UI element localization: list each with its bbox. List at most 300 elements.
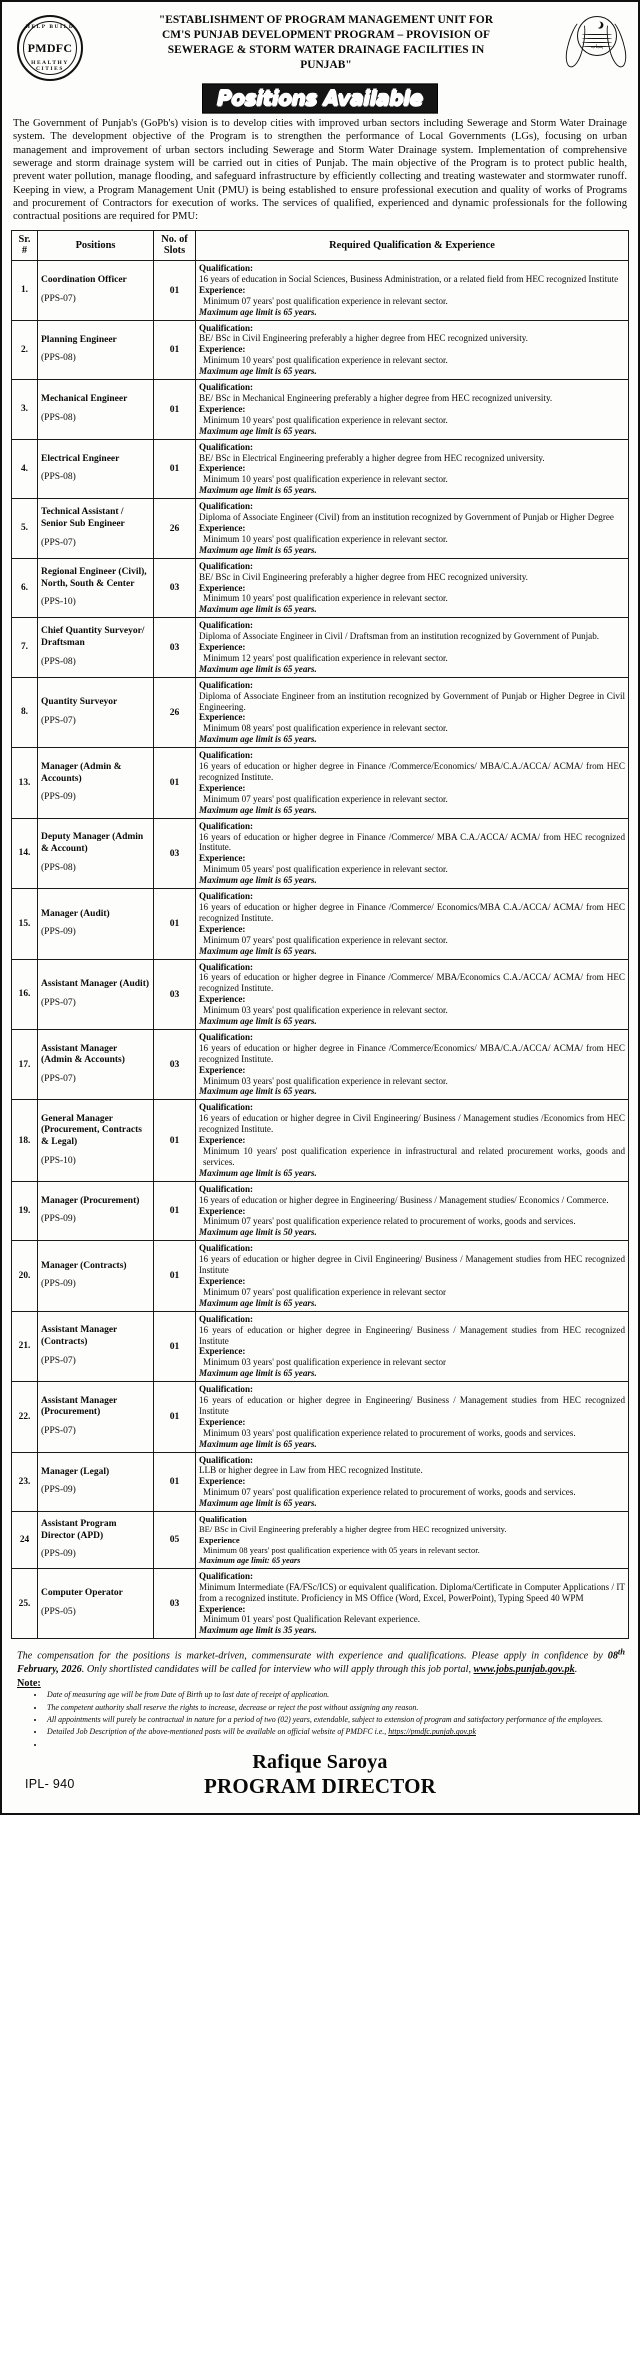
row-requirements [196, 1452, 629, 1512]
seal-arc-bottom-text: HEALTHY CITIES [31, 60, 69, 72]
qualification-label: Qualification: [199, 961, 254, 972]
position-title: Mechanical Engineer [41, 394, 128, 405]
row-slot-count [154, 677, 196, 747]
age-limit-text: Maximum age limit is 65 years. [199, 425, 317, 436]
age-limit-text: Maximum age limit is 65 years. [199, 544, 317, 555]
column-header-slots-line2: Slots [163, 245, 186, 257]
row-serial-number [12, 959, 38, 1029]
qualification-text: 16 years of education or higher degree in Finance /Commerce/ Economics/MBA C.A./ACCA/ ACMA/ from HEC recognized Institute. [199, 901, 625, 923]
position-title: Manager (Legal) [41, 1466, 110, 1477]
column-header-slots-line1: No. of [161, 233, 188, 245]
position-pay-scale: (PPS-09) [41, 1279, 76, 1290]
experience-text: Minimum 10 years' post qualification experience in relevant sector. [203, 593, 448, 604]
position-pay-scale: (PPS-07) [41, 715, 76, 726]
pmdfc-website-link[interactable]: https://pmdfc.punjab.gov.pk [388, 1727, 476, 1737]
serial-value: 7. [20, 642, 29, 653]
note-text: Detailed Job Description of the above-mentioned posts will be available on official website of PMDFC i.e., [47, 1727, 389, 1737]
compensation-text-mid: . Only shortlisted candidates will be called for interview who will apply through this job portal, [81, 1663, 474, 1675]
age-limit-text: Maximum age limit is 65 years. [199, 1438, 317, 1449]
experience-text: Minimum 07 years' post qualification experience related to procurement of works, goods and services. [203, 1487, 576, 1498]
slot-value: 01 [169, 1135, 180, 1147]
row-requirements [196, 1382, 629, 1452]
row-requirements [196, 889, 629, 959]
row-requirements [196, 1029, 629, 1099]
serial-value: 17. [18, 1059, 31, 1070]
advertisement-header [11, 8, 629, 81]
experience-label: Experience: [199, 1603, 246, 1614]
slot-value: 26 [169, 522, 180, 534]
notes-list [45, 1690, 623, 1751]
serial-value: 20. [18, 1270, 31, 1281]
position-pay-scale: (PPS-07) [41, 1426, 76, 1437]
age-limit-text: Maximum age limit is 65 years. [199, 663, 317, 674]
experience-text: Minimum 07 years' post qualification experience in relevant sector. [203, 934, 448, 945]
title-line-2: CM'S PUNJAB DEVELOPMENT PROGRAM – PROVISION OF [162, 29, 490, 42]
age-limit-text: Maximum age limit is 65 years. [199, 875, 317, 886]
slot-value: 01 [169, 284, 180, 296]
row-slot-count [154, 1311, 196, 1381]
pmdfc-logo-container [13, 10, 87, 81]
table-row [12, 818, 629, 888]
row-slot-count [154, 1568, 196, 1638]
slot-value: 01 [169, 344, 180, 356]
table-row [12, 1512, 629, 1569]
position-pay-scale: (PPS-09) [41, 1485, 76, 1496]
wave-1 [582, 34, 612, 35]
qualification-text: 16 years of education or higher degree in Finance /Commerce/Economics/ MBA/C.A./ACCA/ ACMA/ from HEC recognized Institute. [199, 761, 625, 782]
qualification-label: Qualification: [199, 1102, 254, 1113]
row-requirements [196, 380, 629, 440]
row-position-name [38, 1382, 154, 1452]
position-pay-scale: (PPS-08) [41, 472, 76, 483]
table-row [12, 677, 629, 747]
row-serial-number [12, 439, 38, 499]
position-pay-scale: (PPS-10) [41, 1155, 76, 1166]
serial-value: 6. [20, 582, 29, 593]
serial-value: 24 [19, 1534, 30, 1545]
qualification-label: Qualification: [199, 679, 254, 690]
row-serial-number [12, 1568, 38, 1638]
ipl-reference-code: IPL- 940 [25, 1777, 75, 1792]
note-text: All appointments will purely be contractual in nature for a period of two (02) years, extendable, subject to extension of program and satisfactory performance of the employees. [47, 1714, 603, 1724]
experience-text: Minimum 08 years' post qualification experience with 05 years in relevant sector. [203, 1545, 480, 1556]
qualification-label: Qualification: [199, 322, 254, 333]
age-limit-text: Maximum age limit is 65 years. [199, 1016, 317, 1027]
row-requirements [196, 499, 629, 559]
position-title: Manager (Admin & Accounts) [41, 761, 122, 784]
row-serial-number [12, 558, 38, 618]
qualification-label: Qualification: [199, 1243, 254, 1254]
age-limit-text: Maximum age limit is 65 years. [199, 306, 317, 317]
experience-label: Experience: [199, 1416, 246, 1427]
table-body [12, 261, 629, 1639]
wave-2 [582, 38, 612, 39]
row-position-name [38, 261, 154, 321]
serial-value: 1. [20, 285, 29, 296]
experience-text: Minimum 07 years' post qualification experience related to procurement of works, goods and services. [203, 1216, 576, 1227]
qualification-label: Qualification: [199, 891, 254, 902]
row-position-name [38, 1452, 154, 1512]
experience-label: Experience: [199, 522, 246, 533]
row-slot-count [154, 818, 196, 888]
row-requirements [196, 818, 629, 888]
slot-value: 01 [169, 1270, 180, 1282]
position-pay-scale: (PPS-09) [41, 792, 76, 803]
row-slot-count [154, 889, 196, 959]
serial-value: 2. [20, 344, 29, 355]
positions-available-banner: Positions Available [202, 83, 438, 113]
note-heading: Note: [17, 1678, 41, 1690]
position-pay-scale: (PPS-08) [41, 862, 76, 873]
slot-value: 01 [169, 1340, 180, 1352]
age-limit-text: Maximum age limit is 65 years. [199, 804, 317, 815]
deadline-suffix: th [617, 1646, 625, 1657]
position-title: Quantity Surveyor [41, 697, 118, 708]
experience-text: Minimum 07 years' post qualification experience in relevant sector. [203, 295, 448, 306]
slot-value: 01 [169, 403, 180, 415]
table-row [12, 959, 629, 1029]
table-row [12, 1568, 629, 1638]
qualification-label: Qualification: [199, 560, 254, 571]
qualification-label: Qualification: [199, 1384, 254, 1395]
slot-value: 01 [169, 777, 180, 789]
signature-area [11, 1751, 629, 1805]
row-serial-number [12, 380, 38, 440]
row-requirements [196, 1181, 629, 1241]
qualification-label: Qualification: [199, 382, 254, 393]
position-pay-scale: (PPS-05) [41, 1607, 76, 1617]
experience-text: Minimum 03 years' post qualification experience in relevant sector. [203, 1005, 448, 1016]
qualification-text: Diploma of Associate Engineer from an institution recognized by Government of Punjab or Higher Degree in Civil Engineering. [199, 690, 625, 712]
serial-value: 5. [20, 523, 29, 534]
row-serial-number [12, 1241, 38, 1311]
position-pay-scale: (PPS-08) [41, 656, 76, 667]
row-requirements [196, 558, 629, 618]
table-row [12, 499, 629, 559]
table-row [12, 1311, 629, 1381]
experience-label: Experience: [199, 642, 246, 653]
table-row [12, 618, 629, 678]
qualification-label: Qualification: [199, 501, 254, 512]
position-pay-scale: (PPS-07) [41, 1074, 76, 1085]
slot-value: 03 [169, 1059, 180, 1071]
table-header [12, 230, 629, 260]
experience-text: Minimum 03 years' post qualification experience in relevant sector [203, 1357, 447, 1368]
experience-text: Minimum 10 years' post qualification experience in relevant sector. [203, 414, 448, 425]
row-serial-number [12, 677, 38, 747]
row-serial-number [12, 320, 38, 380]
title-line-1: "ESTABLISHMENT OF PROGRAM MANAGEMENT UNIT FOR [158, 14, 494, 26]
position-title: Deputy Manager (Admin & Account) [41, 832, 144, 854]
punjab-government-crest-icon [568, 14, 624, 74]
row-position-name [38, 1241, 154, 1311]
row-serial-number [12, 1452, 38, 1512]
experience-label: Experience: [199, 782, 246, 793]
qualification-text: BE/ BSc in Electrical Engineering preferably a higher degree from HEC recognized university. [199, 452, 545, 463]
qualification-text: Diploma of Associate Engineer (Civil) from an institution recognized by Government of Punjab or Higher Degree [199, 512, 614, 523]
experience-label: Experience [199, 1534, 240, 1545]
slot-value: 01 [169, 1411, 180, 1423]
serial-value: 14. [18, 848, 31, 859]
qualification-text: 16 years of education or higher degree in Civil Engineering/ Business / Management studies from HEC recognized Institute [199, 1254, 625, 1276]
row-position-name [38, 499, 154, 559]
experience-label: Experience: [199, 1346, 246, 1357]
position-title: Computer Operator [41, 1588, 123, 1599]
position-pay-scale: (PPS-09) [41, 1549, 76, 1560]
age-limit-text: Maximum age limit is 65 years. [199, 1368, 317, 1379]
qualification-text: 16 years of education or higher degree in Civil Engineering/ Business / Management studies /Economics from HEC recognized Institute. [199, 1113, 625, 1135]
position-title: Regional Engineer (Civil), North, South & Center [41, 566, 147, 589]
table-row [12, 889, 629, 959]
row-slot-count [154, 1181, 196, 1241]
position-title: General Manager (Procurement, Contracts & Legal) [41, 1113, 142, 1148]
row-serial-number [12, 1100, 38, 1181]
experience-text: Minimum 12 years' post qualification experience in relevant sector. [203, 652, 448, 663]
row-requirements [196, 1100, 629, 1181]
position-pay-scale: (PPS-10) [41, 597, 76, 608]
row-slot-count [154, 1029, 196, 1099]
experience-label: Experience: [199, 712, 246, 723]
row-slot-count [154, 320, 196, 380]
row-requirements [196, 439, 629, 499]
compensation-text-end: . [574, 1663, 578, 1675]
note-item [45, 1703, 623, 1714]
experience-text: Minimum 07 years' post qualification experience in relevant sector [203, 1286, 447, 1297]
serial-value: 21. [18, 1341, 31, 1352]
qualification-text: Diploma of Associate Engineer in Civil / Draftsman from an institution recognized by Government of Punjab. [199, 631, 600, 642]
experience-label: Experience: [199, 923, 246, 934]
qualification-label: Qualification: [199, 1313, 254, 1324]
row-slot-count [154, 748, 196, 818]
row-requirements [196, 748, 629, 818]
age-limit-text: Maximum age limit is 65 years. [199, 1297, 317, 1308]
experience-text: Minimum 07 years' post qualification experience in relevant sector. [203, 793, 448, 804]
note-text: Date of measuring age will be from Date of Birth up to last date of receipt of application. [47, 1690, 330, 1700]
qualification-label: Qualification: [199, 1031, 254, 1042]
experience-text: Minimum 08 years' post qualification experience in relevant sector. [203, 723, 448, 734]
table-row [12, 558, 629, 618]
row-position-name [38, 1512, 154, 1569]
title-line-3: SEWERAGE & STORM WATER DRAINAGE FACILITIES IN [167, 44, 485, 57]
position-title: Planning Engineer [41, 334, 117, 345]
slot-value: 05 [169, 1534, 180, 1546]
row-position-name [38, 748, 154, 818]
position-title: Assistant Program Director (APD) [41, 1518, 117, 1541]
row-requirements [196, 1568, 629, 1638]
serial-value: 4. [20, 463, 29, 474]
positions-table [11, 230, 629, 1639]
row-position-name [38, 677, 154, 747]
position-pay-scale: (PPS-09) [41, 1214, 76, 1225]
row-position-name [38, 320, 154, 380]
slot-value: 03 [169, 641, 180, 653]
slot-value: 01 [169, 463, 180, 475]
row-position-name [38, 889, 154, 959]
age-limit-text: Maximum age limit is 65 years. [199, 1498, 317, 1509]
row-slot-count [154, 1100, 196, 1181]
position-title: Technical Assistant / Senior Sub Engineer [41, 507, 125, 530]
experience-text: Minimum 10 years' post qualification experience in infrastructural and related procurement works, goods and services. [203, 1146, 625, 1167]
row-slot-count [154, 1382, 196, 1452]
row-slot-count [154, 558, 196, 618]
position-pay-scale: (PPS-07) [41, 293, 76, 304]
signatory-title: PROGRAM DIRECTOR [203, 1774, 437, 1799]
qualification-text: 16 years of education or higher degree in Finance /Commerce/ MBA C.A./ACCA/ ACMA/ from HEC recognized Institute. [199, 831, 625, 853]
experience-text: Minimum 01 years' post Qualification Relevant experience. [203, 1614, 421, 1625]
row-position-name [38, 380, 154, 440]
column-header-positions: Positions [38, 230, 154, 260]
position-pay-scale: (PPS-07) [41, 537, 76, 548]
row-serial-number [12, 1382, 38, 1452]
slot-value: 01 [169, 1205, 180, 1217]
serial-value: 15. [18, 918, 31, 929]
note-item [45, 1690, 623, 1701]
slot-value: 26 [169, 706, 180, 718]
crest-urdu-caption: پنجاب [590, 45, 604, 50]
table-row [12, 1181, 629, 1241]
qualification-text: 16 years of education or higher degree in Engineering/ Business / Management studies/ Economics / Commerce. [199, 1194, 609, 1205]
age-limit-text: Maximum age limit is 35 years. [199, 1625, 317, 1636]
serial-value: 19. [18, 1205, 31, 1216]
qualification-text: 16 years of education or higher degree in Engineering/ Business / Management studies from HEC recognized Institute [199, 1395, 625, 1416]
qualification-label: Qualification: [199, 1183, 254, 1194]
age-limit-text: Maximum age limit is 65 years. [199, 734, 317, 745]
age-limit-text: Maximum age limit is 65 years. [199, 1167, 317, 1178]
signoff-block [11, 1751, 629, 1799]
row-slot-count [154, 1452, 196, 1512]
position-pay-scale: (PPS-08) [41, 412, 76, 423]
serial-value: 22. [18, 1411, 31, 1422]
qualification-text: BE/ BSc in Civil Engineering preferably a higher degree from HEC recognized university. [199, 1524, 507, 1535]
experience-text: Minimum 03 years' post qualification experience in relevant sector. [203, 1075, 448, 1086]
row-requirements [196, 959, 629, 1029]
row-slot-count [154, 261, 196, 321]
age-limit-text: Maximum age limit is 65 years. [199, 366, 317, 377]
row-serial-number [12, 1311, 38, 1381]
column-header-slots [154, 230, 196, 260]
position-title: Assistant Manager (Procurement) [41, 1395, 118, 1418]
table-row [12, 1452, 629, 1512]
job-portal-link[interactable]: www.jobs.punjab.gov.pk [473, 1663, 575, 1675]
row-position-name [38, 1568, 154, 1638]
qualification-label: Qualification: [199, 1570, 254, 1581]
slot-value: 03 [169, 1598, 180, 1609]
seal-center-text: PMDFC [27, 40, 73, 55]
age-limit-text: Maximum age limit: 65 years [199, 1555, 301, 1565]
row-serial-number [12, 261, 38, 321]
qualification-label: Qualification: [199, 750, 254, 761]
qualification-label: Qualification: [199, 820, 254, 831]
row-position-name [38, 959, 154, 1029]
row-position-name [38, 1181, 154, 1241]
slot-value: 03 [169, 988, 180, 1000]
experience-label: Experience: [199, 463, 246, 474]
age-limit-text: Maximum age limit is 65 years. [199, 945, 317, 956]
position-title: Electrical Engineer [41, 453, 120, 464]
column-header-sr [12, 230, 38, 260]
age-limit-text: Maximum age limit is 50 years. [199, 1227, 317, 1238]
age-limit-text: Maximum age limit is 65 years. [199, 485, 317, 496]
pmdfc-seal-icon [17, 15, 83, 81]
row-position-name [38, 439, 154, 499]
slot-value: 03 [169, 582, 180, 594]
position-pay-scale: (PPS-07) [41, 997, 76, 1008]
table-header-row [12, 230, 629, 260]
deadline-month-year: February, 2026 [17, 1663, 82, 1675]
column-header-sr-line2: # [21, 245, 28, 257]
table-row [12, 1241, 629, 1311]
position-pay-scale: (PPS-07) [41, 1355, 76, 1366]
positions-available-banner-wrap [11, 84, 629, 113]
experience-label: Experience: [199, 1135, 246, 1146]
age-limit-text: Maximum age limit is 65 years. [199, 1086, 317, 1097]
table-row [12, 261, 629, 321]
row-requirements [196, 261, 629, 321]
title-line-4: PUNJAB" [300, 59, 352, 72]
experience-label: Experience: [199, 853, 246, 864]
table-row [12, 380, 629, 440]
experience-label: Experience: [199, 1476, 246, 1487]
crescent-moon-icon [594, 21, 601, 28]
qualification-label: Qualification: [199, 263, 254, 274]
table-row [12, 439, 629, 499]
qualification-text: LLB or higher degree in Law from HEC recognized Institute. [199, 1465, 423, 1476]
row-position-name [38, 818, 154, 888]
qualification-text: 16 years of education or higher degree in Engineering/ Business / Management studies from HEC recognized Institute [199, 1324, 625, 1346]
row-requirements [196, 677, 629, 747]
table-row [12, 1100, 629, 1181]
serial-value: 18. [18, 1135, 31, 1146]
experience-label: Experience: [199, 1064, 246, 1075]
experience-label: Experience: [199, 1205, 246, 1216]
serial-value: 23. [18, 1476, 31, 1487]
note-item-empty [45, 1740, 623, 1751]
row-serial-number [12, 499, 38, 559]
qualification-label: Qualification [199, 1514, 247, 1525]
row-slot-count [154, 439, 196, 499]
row-serial-number [12, 889, 38, 959]
page-title [91, 10, 561, 74]
position-title: Assistant Manager (Contracts) [41, 1325, 118, 1348]
row-serial-number [12, 1512, 38, 1569]
row-slot-count [154, 1512, 196, 1569]
row-requirements [196, 1311, 629, 1381]
qualification-label: Qualification: [199, 620, 254, 631]
row-serial-number [12, 1029, 38, 1099]
position-pay-scale: (PPS-09) [41, 927, 76, 938]
experience-text: Minimum 05 years' post qualification experience in relevant sector. [203, 864, 448, 875]
punjab-crest-container [565, 10, 627, 74]
table-row [12, 320, 629, 380]
row-serial-number [12, 1181, 38, 1241]
qualification-label: Qualification: [199, 441, 254, 452]
row-position-name [38, 558, 154, 618]
age-limit-text: Maximum age limit is 65 years. [199, 604, 317, 615]
signatory-name: Rafique Saroya [252, 1751, 388, 1774]
experience-label: Experience: [199, 582, 246, 593]
slot-value: 01 [169, 918, 180, 930]
row-position-name [38, 1029, 154, 1099]
table-row [12, 748, 629, 818]
compensation-paragraph [17, 1646, 625, 1676]
row-slot-count [154, 380, 196, 440]
row-requirements [196, 1241, 629, 1311]
table-row [12, 1382, 629, 1452]
compensation-text-pre: The compensation for the positions is market-driven, commensurate with experience and qualifications. Please apply in confidence by [17, 1650, 608, 1662]
serial-value: 13. [18, 777, 31, 788]
seal-arc-top-text: HELP BUILD [25, 24, 75, 30]
slot-value: 01 [169, 1476, 180, 1488]
